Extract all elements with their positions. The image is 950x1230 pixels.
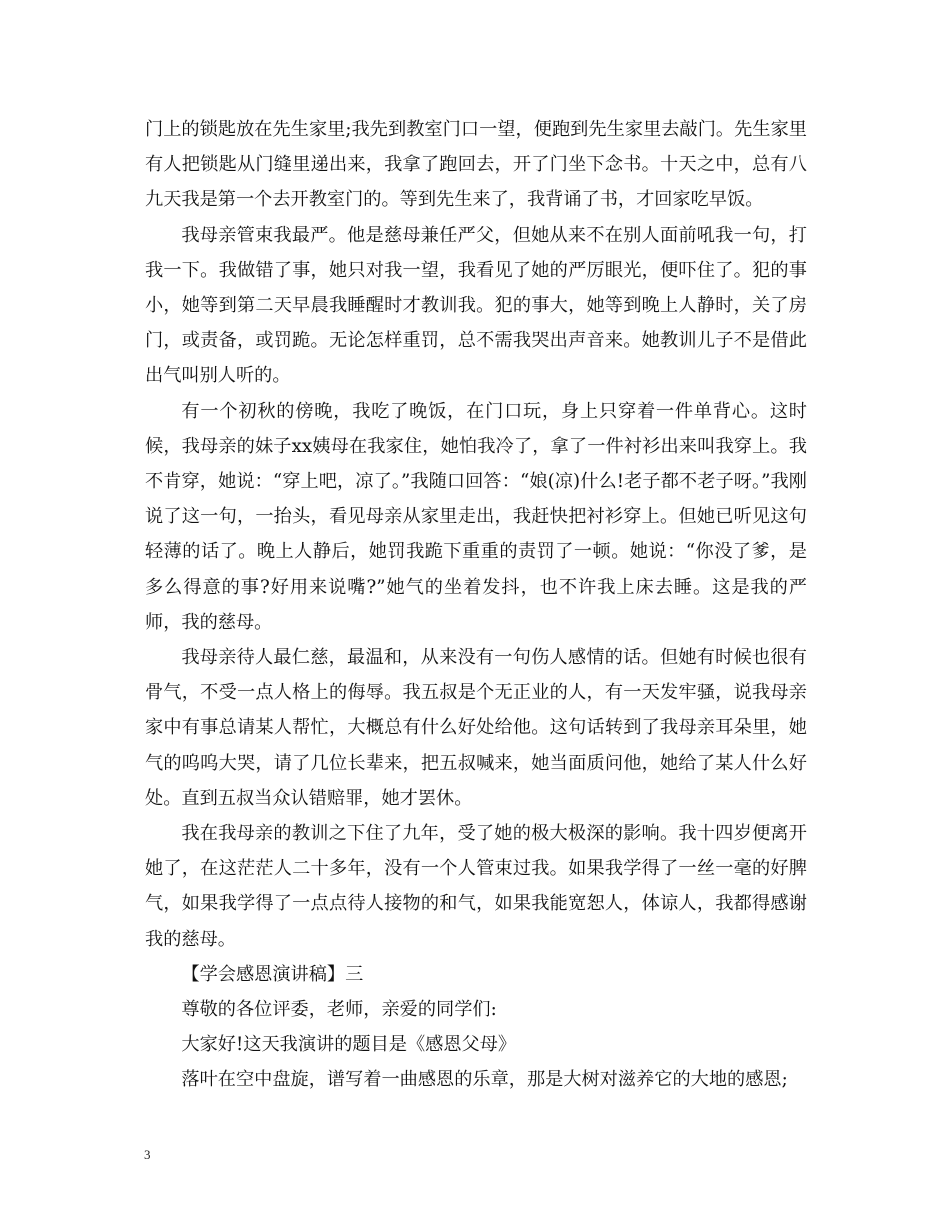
section-heading: 【学会感恩演讲稿】三 <box>181 963 364 985</box>
page-number: 3 <box>144 1147 151 1162</box>
paragraph-4: 我母亲待人最仁慈，最温和，从来没有一句伤人感情的话。但她有时候也很有骨气，不受一点人格上的侮辱。我五叔是个无正业的人，有一天发牢骚，说我母亲家中有事总请某人帮忙，大概总有什么好处给他。这句话转到了我母亲耳朵里，她气的呜呜大哭，请了几位长辈来，把五叔喊来，她当面质问他，她给了某人什么好处。直到五叔当众认错赔罪，她才罢休。 <box>145 647 807 809</box>
speech-title-line: 大家好!这天我演讲的题目是《感恩父母》 <box>181 1034 517 1056</box>
paragraph-5: 我在我母亲的教训之下住了九年，受了她的极大极深的影响。我十四岁便离开她了，在这茫茫人二十多年，没有一个人管束过我。如果我学得了一丝一毫的好脾气，如果我学得了一点点待人接物的和气，如果我能宽恕人，体谅人，我都得感谢我的慈母。 <box>145 823 807 950</box>
paragraph-3: 有一个初秋的傍晚，我吃了晚饭，在门口玩，身上只穿着一件单背心。这时候，我母亲的妹子xx姨母在我家住，她怕我冷了，拿了一件衬衫出来叫我穿上。我不肯穿，她说：“穿上吧，凉了。”我随口回答：“娘(凉)什么!老子都不老子呀。”我刚说了这一句，一抬头，看见母亲从家里走出，我赶快把衬衫穿上。但她已听见这句轻薄的话了。晚上人静后，她罚我跪下重重的责罚了一顿。她说：“你没了爹，是多么得意的事?好用来说嘴?”她气的坐着发抖，也不许我上床去睡。这是我的严师，我的慈母。 <box>145 400 807 633</box>
paragraph-2: 我母亲管束我最严。他是慈母兼任严父，但她从来不在别人面前吼我一句，打我一下。我做错了事，她只对我一望，我看见了她的严厉眼光，便吓住了。犯的事小，她等到第二天早晨我睡醒时才教训我。犯的事大，她等到晚上人静时，关了房门，或责备，或罚跪。无论怎样重罚，总不需我哭出声音来。她教训儿子不是借此出气叫别人听的。 <box>145 224 807 387</box>
body-text <box>145 112 807 1098</box>
paragraph-opening: 落叶在空中盘旋，谱写着一曲感恩的乐章，那是大树对滋养它的大地的感恩; <box>181 1069 788 1091</box>
salutation: 尊敬的各位评委，老师，亲爱的同学们: <box>181 999 497 1021</box>
paragraph-1: 门上的锁匙放在先生家里;我先到教室门口一望，便跑到先生家里去敲门。先生家里有人把锁匙从门缝里递出来，我拿了跑回去，开了门坐下念书。十天之中，总有八九天我是第一个去开教室门的。等到先生来了，我背诵了书，才回家吃早饭。 <box>145 119 807 211</box>
